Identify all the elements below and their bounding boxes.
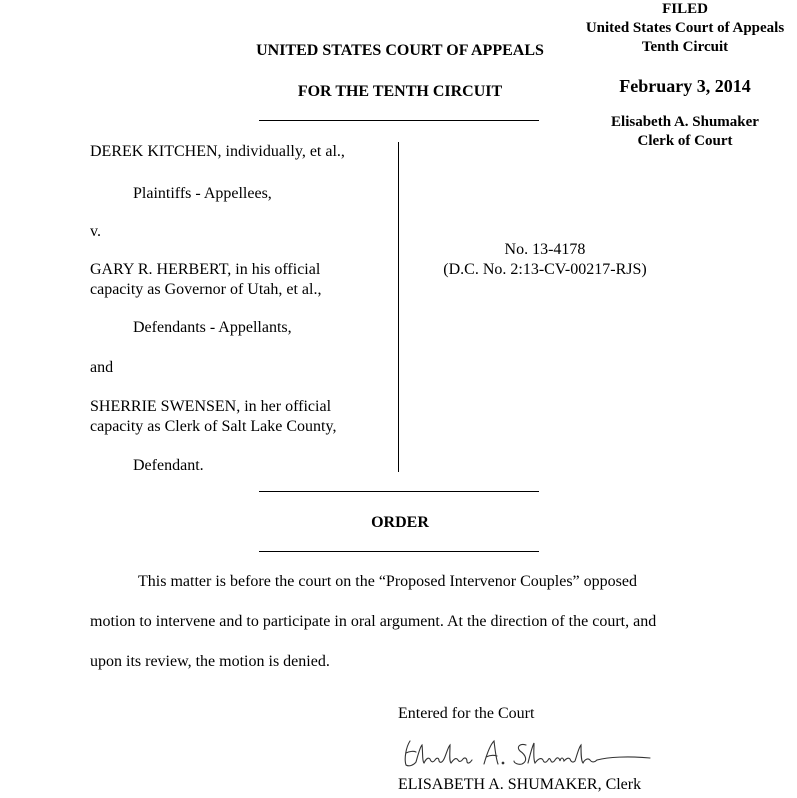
defendant-name-line1: GARY R. HERBERT, in his official [90,261,321,278]
order-title: ORDER [371,514,429,531]
stamp-filed: FILED [662,1,708,17]
circuit-title: FOR THE TENTH CIRCUIT [297,83,503,100]
versus: v. [90,223,101,240]
defendant2-name-line2: capacity as Clerk of Salt Lake County, [90,418,337,435]
case-number: No. 13-4178 [504,241,586,258]
plaintiff-name: DEREK KITCHEN, individually, et al., [90,143,345,160]
stamp-circuit: Tenth Circuit [641,39,729,55]
order-text-line3: upon its review, the motion is denied. [90,653,330,670]
caption-divider [398,142,399,472]
stamp-clerk-name: Elisabeth A. Shumaker [611,114,759,130]
court-title: UNITED STATES COURT OF APPEALS [256,42,544,59]
defendant-name-line2: capacity as Governor of Utah, et al., [90,281,322,298]
defendant2-role: Defendant. [133,457,204,474]
order-text-line2: motion to intervene and to participate in oral argument. At the direction of the court, and [90,613,657,630]
order-rule-bottom [259,551,539,552]
entered-for-court: Entered for the Court [398,705,535,722]
stamp-date: February 3, 2014 [619,76,751,96]
district-case-number: (D.C. No. 2:13-CV-00217-RJS) [443,261,647,278]
header-rule [259,120,539,121]
order-rule-top [259,491,539,492]
and-connector: and [90,359,114,376]
defendant-role: Defendants - Appellants, [133,319,292,336]
stamp-court: United States Court of Appeals [585,20,785,36]
defendant2-name-line1: SHERRIE SWENSEN, in her official [90,398,332,415]
plaintiff-role: Plaintiffs - Appellees, [133,185,272,202]
order-text-line1: This matter is before the court on the “Proposed Intervenor Couples” opposed [138,573,637,590]
filing-stamp [570,0,797,151]
stamp-clerk-title: Clerk of Court [637,133,733,149]
handwritten-signature [398,733,668,773]
clerk-signature-block: ELISABETH A. SHUMAKER, Clerk [398,776,642,793]
